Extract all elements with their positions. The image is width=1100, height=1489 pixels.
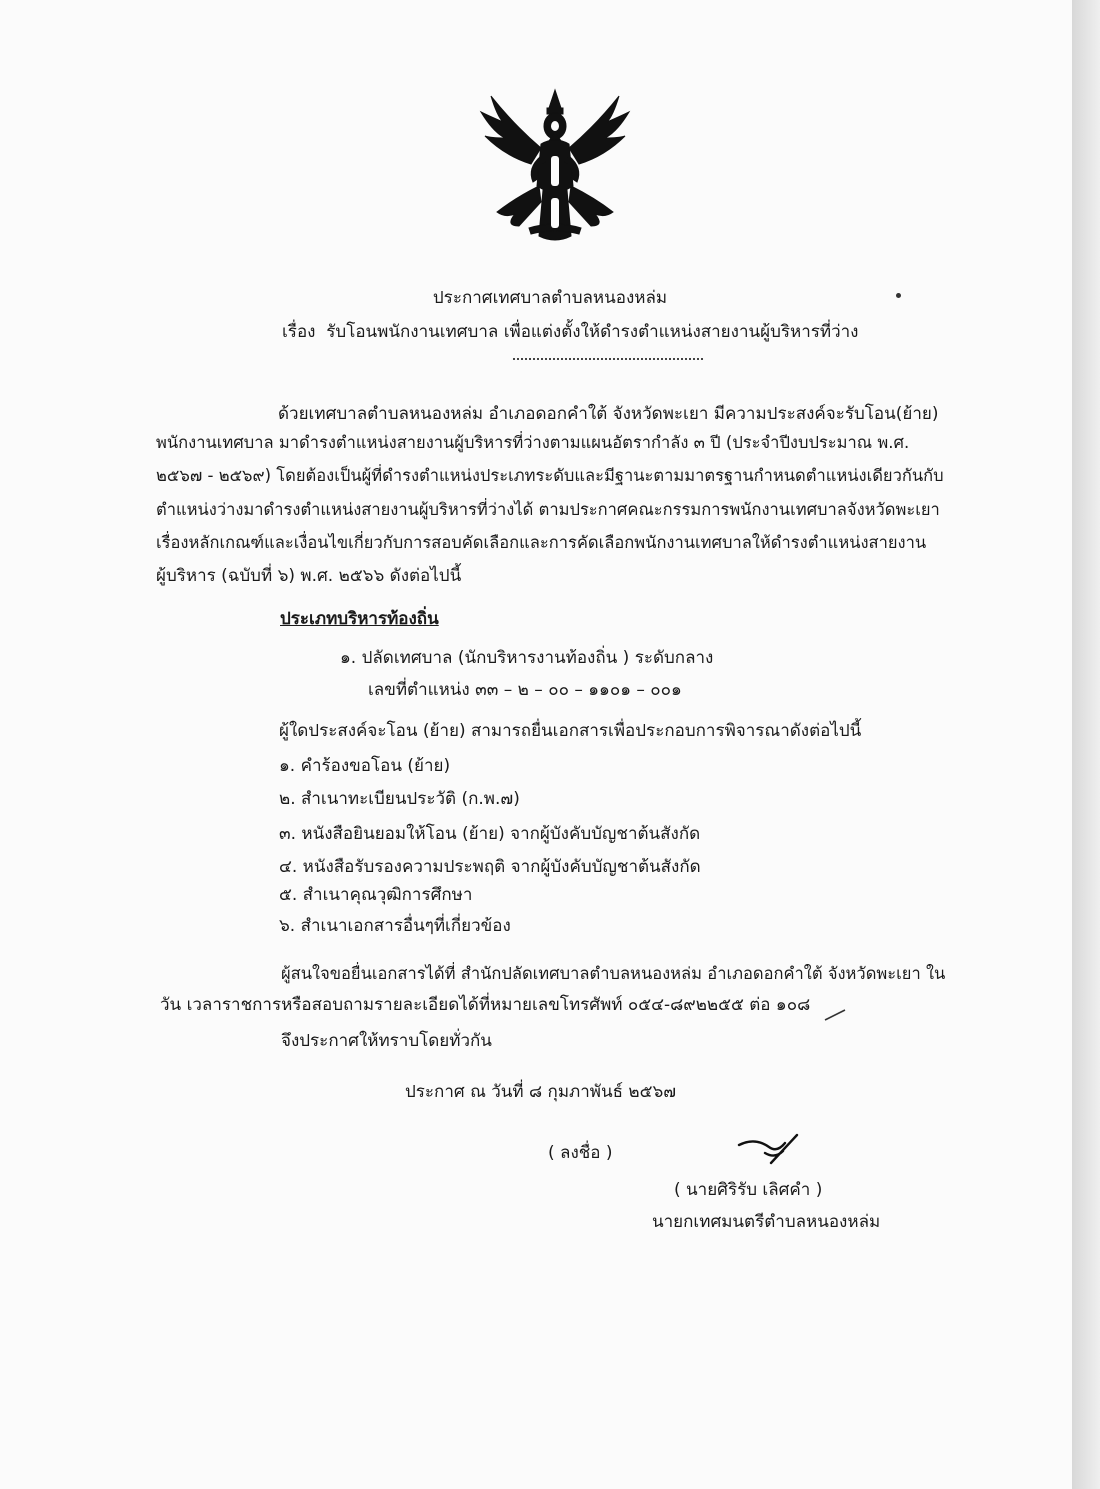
intro-line-1: ด้วยเทศบาลตำบลหนองหล่ม อำเภอดอกคำใต้ จังหวัดพะเยา มีความประสงค์จะรับโอน(ย้าย) xyxy=(278,404,939,424)
intro-line-2: พนักงานเทศบาล มาดำรงตำแหน่งสายงานผู้บริหารที่ว่างตามแผนอัตรากำลัง ๓ ปี (ประจำปีงบประมาณ พ.ศ. xyxy=(156,433,910,452)
position-title: ๑. ปลัดเทศบาล (นักบริหารงานท้องถิ่น ) ระดับกลาง xyxy=(340,648,714,668)
pen-tick-mark xyxy=(823,1008,847,1022)
signer-title: นายกเทศมนตรีตำบลหนองหล่ม xyxy=(652,1212,881,1232)
closing-statement: จึงประกาศให้ทราบโดยทั่วกัน xyxy=(281,1031,492,1051)
intro-line-3: ๒๕๖๗ - ๒๕๖๙) โดยต้องเป็นผู้ที่ดำรงตำแหน่งประเภทระดับและมีฐานะตามมาตรฐานกำหนดตำแหน่งเดียวกันกับ xyxy=(156,466,944,485)
garuda-emblem-icon xyxy=(475,86,635,246)
announcement-title: ประกาศเทศบาลตำบลหนองหล่ม xyxy=(432,288,668,308)
announcement-date: ประกาศ ณ วันที่ ๘ กุมภาพันธ์ ๒๕๖๗ xyxy=(405,1082,677,1102)
signature-icon xyxy=(735,1133,805,1173)
position-number: เลขที่ตำแหน่ง ๓๓ – ๒ – ๐๐ – ๑๑๐๑ – ๐๐๑ xyxy=(368,680,682,700)
intro-line-6: ผู้บริหาร (ฉบับที่ ๖) พ.ศ. ๒๕๖๖ ดังต่อไปนี้ xyxy=(156,566,462,586)
document-item: ๕. สำเนาคุณวุฒิการศึกษา xyxy=(279,885,473,905)
title-divider xyxy=(513,358,703,360)
documents-intro: ผู้ใดประสงค์จะโอน (ย้าย) สามารถยื่นเอกสารเพื่อประกอบการพิจารณาดังต่อไปนี้ xyxy=(279,721,862,741)
intro-line-4: ตำแหน่งว่างมาดำรงตำแหน่งสายงานผู้บริหารที่ว่างได้ ตามประกาศคณะกรรมการพนักงานเทศบาลจังหวัดพะเยา xyxy=(156,500,940,519)
document-item: ๑. คำร้องขอโอน (ย้าย) xyxy=(279,756,451,776)
paper-edge xyxy=(1072,0,1100,1489)
subject-line xyxy=(282,321,858,343)
contact-line-1: ผู้สนใจขอยื่นเอกสารได้ที่ สำนักปลัดเทศบาลตำบลหนองหล่ม อำเภอดอกคำใต้ จังหวัดพะเยา ใน xyxy=(281,964,946,983)
subject-label: เรื่อง xyxy=(282,322,316,342)
subject-text: รับโอนพนักงานเทศบาล เพื่อแต่งตั้งให้ดำรงตำแหน่งสายงานผู้บริหารที่ว่าง xyxy=(326,322,859,342)
document-item: ๔. หนังสือรับรองความประพฤติ จากผู้บังคับบัญชาต้นสังกัด xyxy=(279,857,701,877)
contact-line-2: วัน เวลาราชการหรือสอบถามรายละเอียดได้ที่หมายเลขโทรศัพท์ ๐๕๔-๘๙๒๒๕๕ ต่อ ๑๐๘ xyxy=(160,995,811,1015)
intro-line-5: เรื่องหลักเกณฑ์และเงื่อนไขเกี่ยวกับการสอบคัดเลือกและการคัดเลือกพนักงานเทศบาลให้ดำรงตำแหน่งสายงาน xyxy=(156,533,927,552)
document-item: ๓. หนังสือยินยอมให้โอน (ย้าย) จากผู้บังคับบัญชาต้นสังกัด xyxy=(279,824,701,844)
document-item: ๖. สำเนาเอกสารอื่นๆที่เกี่ยวข้อง xyxy=(279,916,511,936)
signer-name: ( นายศิริรับ เลิศคำ ) xyxy=(674,1180,823,1200)
document-item: ๒. สำเนาทะเบียนประวัติ (ก.พ.๗) xyxy=(279,789,520,809)
position-type-heading: ประเภทบริหารท้องถิ่น xyxy=(280,609,439,629)
signed-label: ( ลงชื่อ ) xyxy=(548,1143,613,1163)
